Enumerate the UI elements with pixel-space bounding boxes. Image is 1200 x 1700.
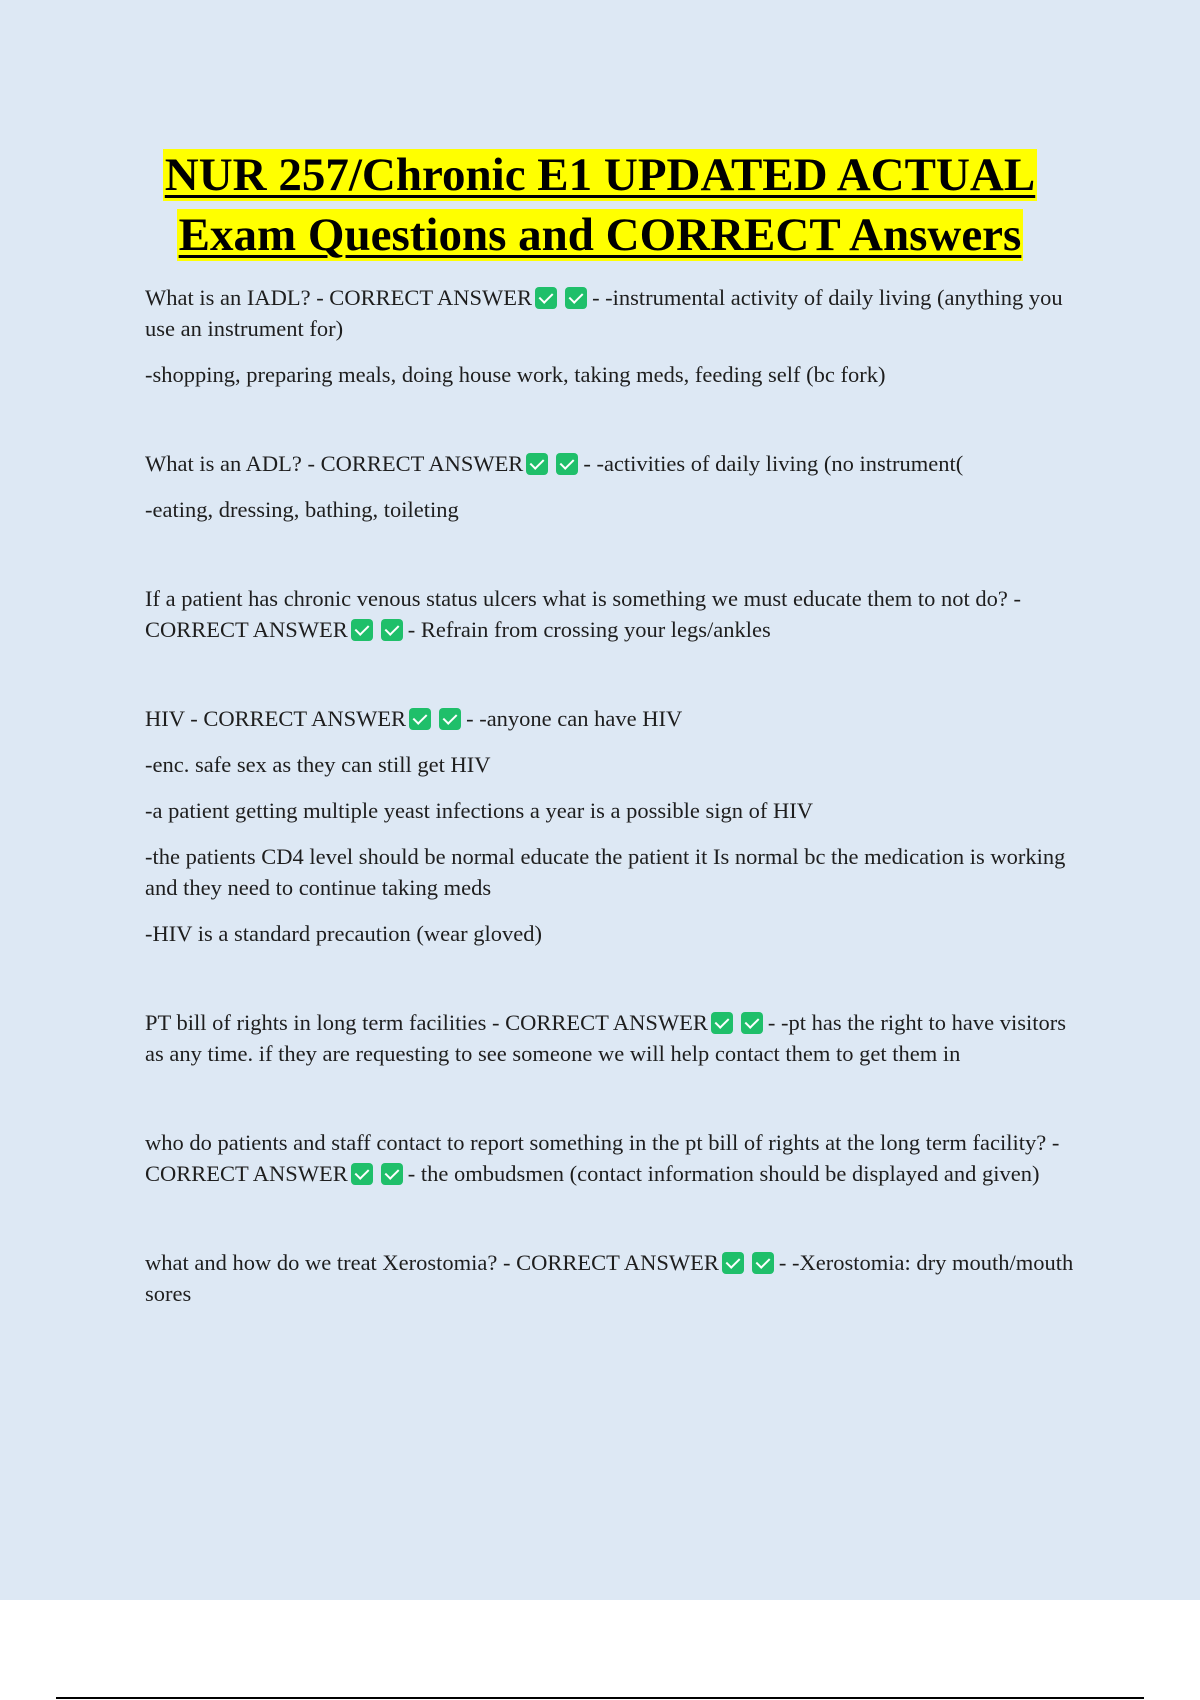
qa-question-line [145, 448, 1090, 479]
qa-item [145, 1007, 1090, 1069]
check-box-icon [381, 1163, 403, 1185]
qa-item [145, 703, 1090, 949]
check-box-icon [351, 619, 373, 641]
qa-item [145, 1127, 1090, 1189]
question-text: who do patients and staff contact to report something in the pt bill of rights at the long term facility? - CORRECT ANSWER [145, 1130, 1060, 1186]
title-line-1: NUR 257/Chronic E1 UPDATED ACTUAL [164, 149, 1036, 201]
answer-text: - the ombudsmen (contact information should be displayed and given) [407, 1161, 1040, 1186]
qa-question-line [145, 1127, 1090, 1189]
answer-text: - -activities of daily living (no instrument( [583, 451, 964, 476]
title-line-2: Exam Questions and CORRECT Answers [178, 209, 1022, 261]
qa-question-line [145, 282, 1090, 344]
question-text: If a patient has chronic venous status ulcers what is something we must educate them to not do? - CORRECT ANSWER [145, 586, 1022, 642]
qa-item [145, 448, 1090, 525]
qa-question-line [145, 703, 1090, 734]
question-text: HIV - CORRECT ANSWER [145, 706, 407, 731]
qa-item [145, 583, 1090, 645]
question-text: what and how do we treat Xerostomia? - CORRECT ANSWER [145, 1250, 719, 1275]
qa-question-line [145, 1007, 1090, 1069]
answer-detail: -HIV is a standard precaution (wear gloved) [145, 921, 542, 946]
qa-item [145, 282, 1090, 390]
check-box-icon [439, 708, 461, 730]
check-box-icon [752, 1252, 774, 1274]
check-box-icon [381, 619, 403, 641]
answer-text: - Refrain from crossing your legs/ankles [407, 617, 771, 642]
check-box-icon [711, 1012, 733, 1034]
document-title [0, 145, 1200, 265]
answer-detail: -shopping, preparing meals, doing house work, taking meds, feeding self (bc fork) [145, 362, 886, 387]
check-box-icon [535, 287, 557, 309]
answer-detail: -eating, dressing, bathing, toileting [145, 497, 459, 522]
check-box-icon [565, 287, 587, 309]
question-text: PT bill of rights in long term facilities - CORRECT ANSWER [145, 1010, 708, 1035]
answer-text: - -instrumental activity of daily living (anything you use an instrument for) [145, 285, 1063, 341]
check-box-icon [556, 453, 578, 475]
answer-text: - -Xerostomia: dry mouth/mouth sores [145, 1250, 1074, 1306]
qa-list [145, 282, 1090, 1367]
qa-question-line [145, 583, 1090, 645]
qa-question-line [145, 1247, 1090, 1309]
answer-detail: -a patient getting multiple yeast infections a year is a possible sign of HIV [145, 798, 813, 823]
answer-text: - -pt has the right to have visitors as any time. if they are requesting to see someone we will help contact them to get them in [145, 1010, 1066, 1066]
footer-rule [56, 1697, 1144, 1699]
check-box-icon [722, 1252, 744, 1274]
answer-detail: -the patients CD4 level should be normal educate the patient it Is normal bc the medication is working and they need to continue taking meds [145, 844, 1066, 900]
question-text: What is an IADL? - CORRECT ANSWER [145, 285, 533, 310]
check-box-icon [351, 1163, 373, 1185]
check-box-icon [526, 453, 548, 475]
check-box-icon [409, 708, 431, 730]
answer-detail: -enc. safe sex as they can still get HIV [145, 752, 491, 777]
qa-item [145, 1247, 1090, 1309]
answer-text: - -anyone can have HIV [466, 706, 683, 731]
question-text: What is an ADL? - CORRECT ANSWER [145, 451, 524, 476]
check-box-icon [741, 1012, 763, 1034]
